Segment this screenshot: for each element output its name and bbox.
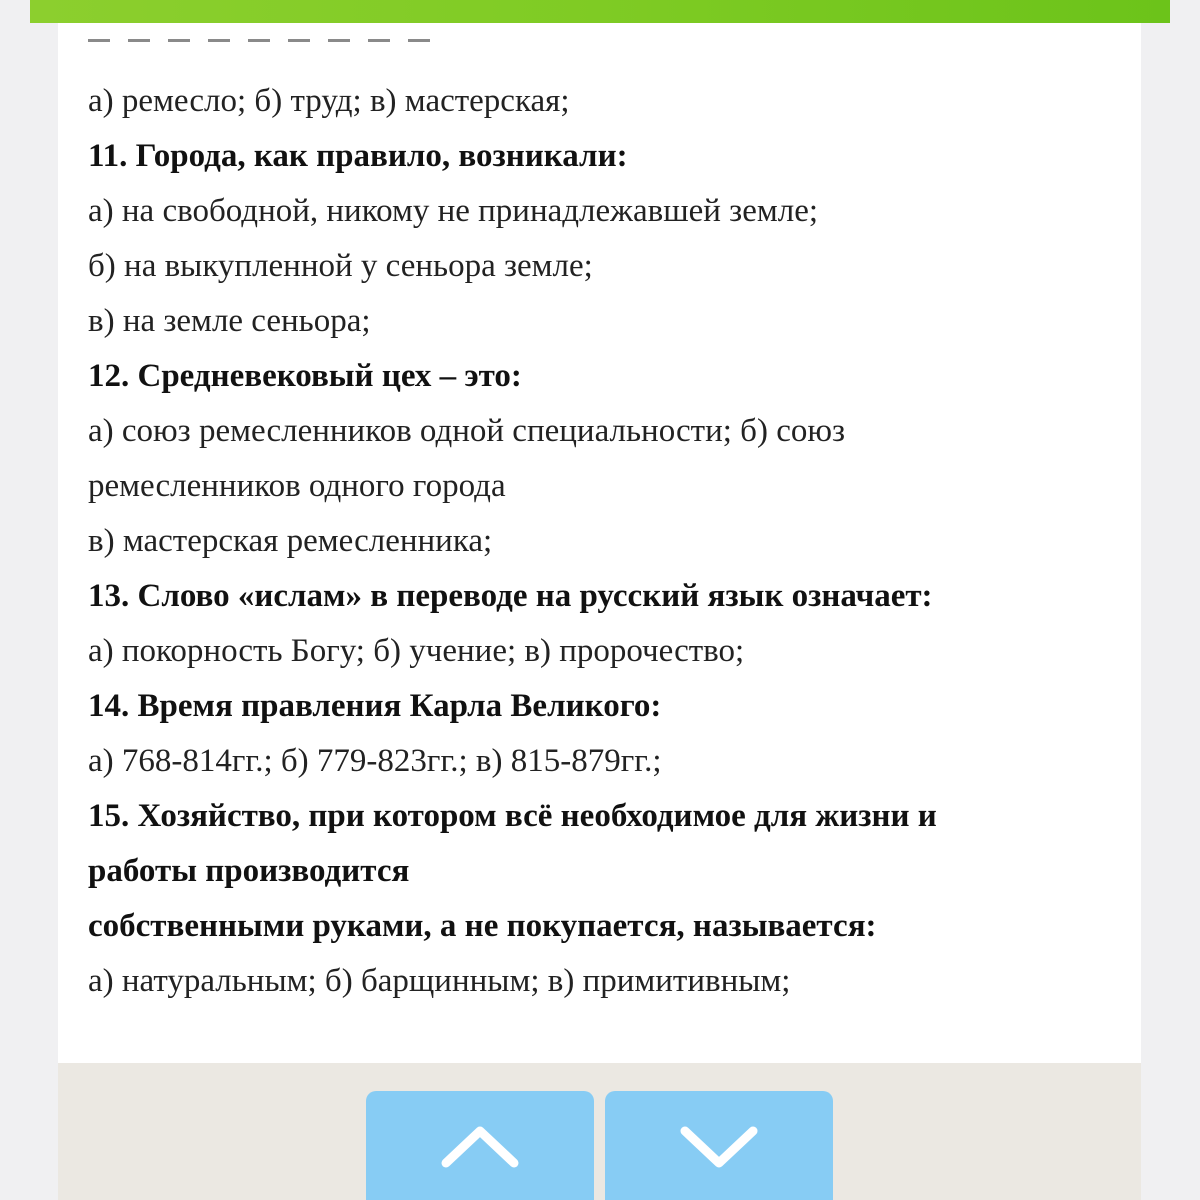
document-content: [88, 74, 1128, 1009]
answer-line: а) на свободной, никому не принадлежавшей земле;: [88, 193, 819, 229]
chevron-down-icon: [679, 1121, 759, 1171]
answer-line: а) натуральным; б) барщинным; в) примитивным;: [88, 963, 791, 999]
question-15-continued: работы производится: [88, 853, 410, 889]
chevron-up-icon: [440, 1121, 520, 1171]
answer-line: а) ремесло; б) труд; в) мастерская;: [88, 83, 570, 119]
answer-line: а) 768-814гг.; б) 779-823гг.; в) 815-879гг.;: [88, 743, 662, 779]
question-14: 14. Время правления Карла Великого:: [88, 688, 662, 724]
cut-off-text-line: [88, 39, 488, 53]
question-12: 12. Средневековый цех – это:: [88, 358, 522, 394]
answer-line: б) на выкупленной у сеньора земле;: [88, 248, 593, 284]
scroll-up-button[interactable]: [366, 1091, 594, 1200]
answer-line: а) покорность Богу; б) учение; в) пророчество;: [88, 633, 745, 669]
question-15-continued: собственными руками, а не покупается, называется:: [88, 908, 877, 944]
answer-line: ремесленников одного города: [88, 468, 506, 504]
question-15: 15. Хозяйство, при котором всё необходимое для жизни и: [88, 798, 937, 834]
navigation-footer: [58, 1063, 1141, 1200]
document-card: [58, 23, 1141, 1063]
answer-line: в) на земле сеньора;: [88, 303, 371, 339]
scroll-down-button[interactable]: [605, 1091, 833, 1200]
answer-line: а) союз ремесленников одной специальности; б) союз: [88, 413, 846, 449]
question-13: 13. Слово «ислам» в переводе на русский язык означает:: [88, 578, 933, 614]
answer-line: в) мастерская ремесленника;: [88, 523, 493, 559]
question-11: 11. Города, как правило, возникали:: [88, 138, 628, 174]
top-bar: [30, 0, 1170, 23]
